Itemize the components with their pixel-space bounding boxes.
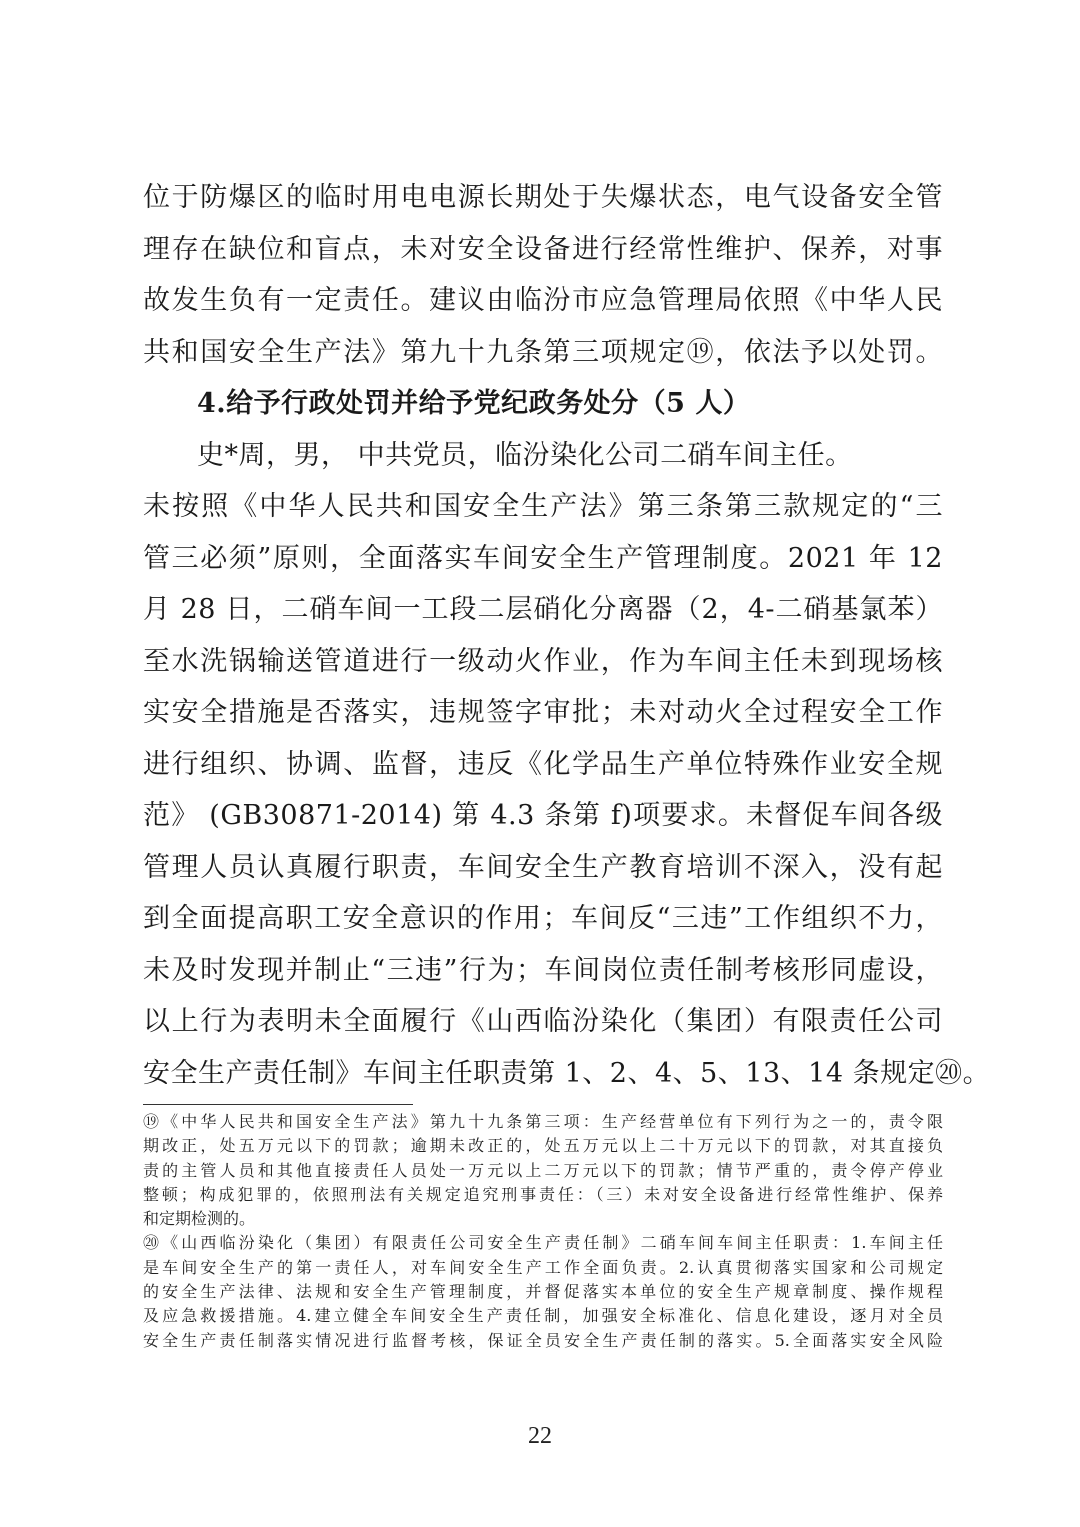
footnote-line: ⑳《山西临汾染化（集团）有限责任公司安全生产责任制》二硝车间车间主任职责：1.车间主任 (143, 1233, 943, 1253)
body-line: 理存在缺位和盲点，未对安全设备进行经常性维护、保养，对事 (143, 233, 943, 265)
body-line: 到全面提高职工安全意识的作用；车间反“三违”工作组织不力， (143, 903, 943, 934)
footnote-line: 安全生产责任制落实情况进行监督考核，保证全员安全生产责任制的落实。5.全面落实安全风险 (143, 1330, 943, 1350)
body-line: 未按照《中华人民共和国安全生产法》第三条第三款规定的“三 (143, 491, 943, 522)
body-line: 共和国安全生产法》第九十九条第三项规定⑲，依法予以处罚。 (143, 336, 943, 368)
body-line: 安全生产责任制》车间主任职责第 1、2、4、5、13、14 条规定⑳。 (143, 1057, 991, 1089)
body-line: 范》 (GB30871-2014) 第 4.3 条第 f)项要求。未督促车间各级 (143, 800, 943, 831)
body-line: 实安全措施是否落实，违规签字审批；未对动火全过程安全工作 (143, 697, 943, 728)
footnote-line: 和定期检测的。 (143, 1209, 256, 1229)
footnote-separator (143, 1104, 413, 1105)
body-line: 至水洗锅输送管道进行一级动火作业，作为车间主任未到现场核 (143, 645, 943, 677)
footnote-line: 的安全生产法律、法规和安全生产管理制度，并督促落实本单位的安全生产规章制度、操作规程 (143, 1282, 943, 1302)
footnote-line: 整顿；构成犯罪的，依照刑法有关规定追究刑事责任：（三）未对安全设备进行经常性维护、保养 (143, 1184, 943, 1204)
body-line: 故发生负有一定责任。建议由临汾市应急管理局依照《中华人民 (143, 285, 943, 316)
body-line: 未及时发现并制止“三违”行为；车间岗位责任制考核形同虚设， (143, 954, 943, 986)
body-line: 管三必须”原则，全面落实车间安全生产管理制度。2021 年 12 (143, 542, 943, 574)
person-line: 史*周，男， 中共党员，临汾染化公司二硝车间主任。 (197, 439, 853, 471)
body-line: 以上行为表明未全面履行《山西临汾染化（集团）有限责任公司 (143, 1006, 943, 1037)
footnote-line: 责的主管人员和其他直接责任人员处一万元以上二万元以下的罚款；情节严重的，责令停产停业 (143, 1160, 943, 1180)
footnote-line: ⑲《中华人民共和国安全生产法》第九十九条第三项：生产经营单位有下列行为之一的，责令限 (143, 1112, 943, 1131)
body-line: 月 28 日，二硝车间一工段二层硝化分离器（2，4-二硝基氯苯） (143, 594, 943, 625)
section-heading: 4.给予行政处罚并给予党纪政务处分（5 人） (197, 388, 751, 419)
page-number: 22 (528, 1423, 552, 1449)
footnote-line: 期改正，处五万元以下的罚款；逾期未改正的，处五万元以上二十万元以下的罚款，对其直接负 (143, 1136, 943, 1156)
body-line: 进行组织、协调、监督，违反《化学品生产单位特殊作业安全规 (143, 748, 943, 780)
body-line: 位于防爆区的临时用电电源长期处于失爆状态，电气设备安全管 (143, 182, 943, 213)
body-text (143, 172, 991, 1099)
footnote-line: 是车间安全生产的第一责任人，对车间安全生产工作全面负责。2.认真贯彻落实国家和公司规定 (143, 1257, 943, 1277)
footnote-line: 及应急救援措施。4.建立健全车间安全生产责任制，加强安全标准化、信息化建设，逐月对全员 (143, 1306, 943, 1326)
footnotes (143, 1110, 943, 1353)
body-line: 管理人员认真履行职责，车间安全生产教育培训不深入，没有起 (143, 851, 943, 883)
